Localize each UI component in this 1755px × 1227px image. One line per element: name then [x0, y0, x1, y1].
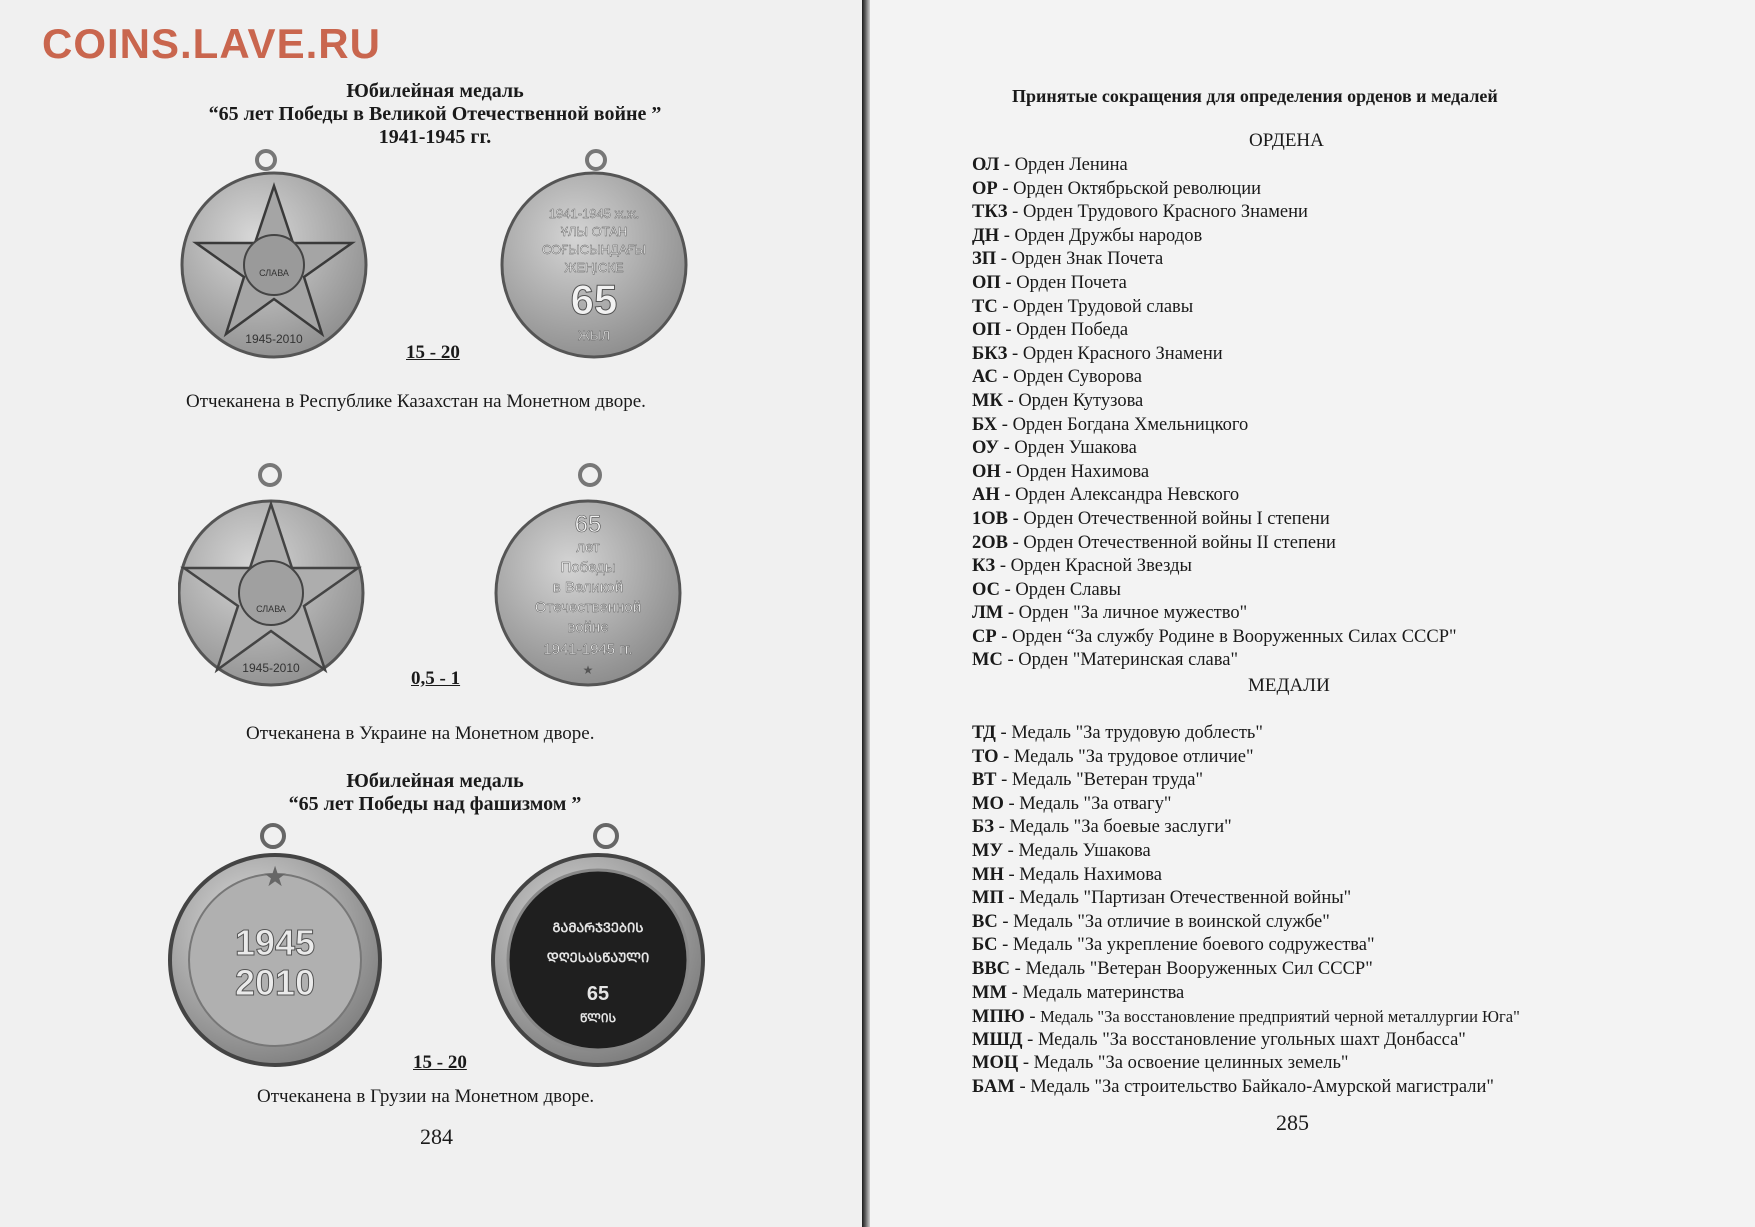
order-description: Орден Трудовой славы: [1013, 296, 1194, 317]
medal-abbreviation: МШД: [972, 1029, 1023, 1050]
order-item: [972, 296, 1457, 320]
medal-description: Медаль "Ветеран Вооруженных Сил СССР": [1025, 958, 1373, 979]
svg-text:ᲬᲚᲘᲡ: ᲬᲚᲘᲡ: [579, 1011, 617, 1025]
medal-abbreviation: ВС: [972, 911, 998, 932]
medal-abbreviation: МН: [972, 864, 1004, 885]
left-page-number: 284: [420, 1124, 453, 1149]
order-item: [972, 319, 1457, 343]
medal3-title: Юбилейная медаль “65 лет Победы над фашизмом ”: [288, 770, 582, 815]
order-separator: -: [999, 579, 1016, 600]
order-abbreviation: ОР: [972, 178, 998, 199]
orders-heading: ОРДЕНА: [1249, 130, 1324, 151]
svg-text:1941-1945 гг.: 1941-1945 гг.: [543, 641, 633, 658]
medal-description: Медаль "За восстановление предприятий черной металлургии Юга": [1040, 1007, 1520, 1027]
medal-separator: -: [1003, 793, 1020, 814]
order-item: [972, 602, 1457, 626]
order-separator: -: [996, 249, 1012, 270]
order-abbreviation: МК: [972, 390, 1003, 411]
medal-description: Медаль материнства: [1022, 982, 1185, 1003]
order-description: Орден Александра Невского: [1015, 485, 1240, 506]
medal-separator: -: [1006, 982, 1023, 1003]
medal-separator: -: [998, 746, 1014, 767]
order-abbreviation: ТКЗ: [972, 202, 1008, 223]
medal-description: Медаль Нахимова: [1019, 864, 1162, 885]
order-item: [972, 414, 1457, 438]
order-abbreviation: ОС: [972, 579, 1000, 600]
medal-abbreviation: ВВС: [972, 958, 1011, 979]
medal-abbreviation: ТД: [972, 723, 996, 743]
medal-separator: -: [1014, 1076, 1031, 1097]
order-description: Орден "Материнская слава": [1018, 650, 1239, 671]
medal-item: [972, 793, 1520, 817]
medal-item: [972, 816, 1520, 840]
medal-item: [972, 840, 1520, 864]
svg-text:СОҒЫСЫНДАҒЫ: СОҒЫСЫНДАҒЫ: [541, 242, 647, 257]
medal-abbreviation: МП: [972, 888, 1004, 909]
medal-item: [972, 982, 1520, 1006]
orders-list: [972, 154, 1457, 673]
order-separator: -: [1003, 603, 1019, 624]
medal-separator: -: [1003, 864, 1020, 885]
order-item: [972, 343, 1457, 367]
medal-abbreviation: МО: [972, 793, 1004, 814]
medal-separator: -: [997, 911, 1014, 932]
order-item: [972, 461, 1457, 485]
medal-description: Медаль "Партизан Отечественной войны": [1019, 888, 1352, 909]
medal1-obverse-image: [180, 148, 368, 363]
order-item: [972, 555, 1457, 579]
medal-item: [972, 864, 1520, 888]
medal2-obverse-years: 1945-2010: [242, 661, 300, 675]
order-separator: -: [997, 296, 1014, 317]
order-separator: -: [996, 626, 1013, 647]
medal2-obverse-label: СЛАВА: [256, 604, 286, 614]
order-item: [972, 178, 1457, 202]
medal-item: [972, 934, 1520, 958]
order-item: [972, 626, 1457, 650]
order-abbreviation: 2ОВ: [972, 532, 1008, 553]
order-separator: -: [1002, 650, 1019, 671]
order-separator: -: [1000, 320, 1017, 341]
order-abbreviation: АН: [972, 485, 1000, 506]
watermark: COINS.LAVE.RU: [42, 20, 381, 67]
medal1-title: Юбилейная медаль “65 лет Победы в Великой Отечественной войне ” 1941-1945 гг.: [208, 80, 662, 148]
order-abbreviation: КЗ: [972, 556, 996, 577]
medal3-obverse-image: [165, 820, 387, 1068]
order-description: Орден Отечественной войны I степени: [1023, 508, 1330, 529]
medal-description: Медаль "За строительство Байкало-Амурской магистрали": [1030, 1076, 1494, 1097]
svg-text:ᲒᲐᲛᲐᲠᲯᲕᲔᲑᲘᲡ: ᲒᲐᲛᲐᲠᲯᲕᲔᲑᲘᲡ: [552, 920, 644, 935]
order-description: Орден Дружбы народов: [1014, 225, 1203, 246]
medal-separator: -: [1022, 1029, 1038, 1050]
order-item: [972, 154, 1457, 178]
medal-description: Медаль "За восстановление угольных шахт Донбасса": [1037, 1029, 1466, 1050]
order-item: [972, 366, 1457, 390]
order-separator: -: [1002, 390, 1019, 411]
book-spine: [862, 0, 870, 1227]
order-description: Орден Ушакова: [1014, 438, 1137, 459]
order-separator: -: [997, 367, 1014, 388]
medal2-reverse-star-icon: ★: [582, 663, 594, 677]
medal-separator: -: [995, 723, 1012, 743]
medal-abbreviation: ВТ: [972, 770, 997, 791]
order-abbreviation: ОП: [972, 272, 1001, 293]
medals-heading: МЕДАЛИ: [1248, 675, 1330, 696]
order-description: Орден Суворова: [1013, 367, 1142, 388]
medal-abbreviation: БЗ: [972, 817, 994, 838]
order-separator: -: [1007, 508, 1024, 529]
order-abbreviation: ЛМ: [972, 603, 1004, 624]
medal-abbreviation: ТО: [972, 746, 999, 767]
medal-abbreviation: БАМ: [972, 1076, 1015, 1097]
order-abbreviation: БХ: [972, 414, 998, 435]
order-separator: -: [1007, 202, 1023, 223]
medal1-obverse-label: СЛАВА: [259, 268, 289, 278]
order-abbreviation: ДН: [972, 225, 1000, 246]
medal-abbreviation: МУ: [972, 840, 1004, 861]
order-separator: -: [997, 178, 1014, 199]
order-item: [972, 225, 1457, 249]
svg-text:1945: 1945: [234, 922, 316, 963]
svg-text:ЖЕҢІСКЕ: ЖЕҢІСКЕ: [564, 260, 624, 275]
order-description: Орден Трудового Красного Знамени: [1022, 202, 1308, 223]
medal2-caption: Отчеканена в Украине на Монетном дворе.: [246, 723, 595, 744]
medal-item: [972, 769, 1520, 793]
medal-item: [972, 1076, 1520, 1100]
order-item: [972, 484, 1457, 508]
medal-item: [972, 958, 1520, 982]
medal-item: [972, 1005, 1520, 1029]
order-abbreviation: АС: [972, 367, 998, 388]
order-description: Орден Отечественной войны II степени: [1023, 532, 1336, 553]
order-abbreviation: ОЛ: [972, 155, 1000, 175]
medal-description: Медаль Ушакова: [1018, 840, 1151, 861]
order-description: Орден Почета: [1016, 272, 1127, 293]
medal3-reverse-image: [488, 820, 710, 1068]
medal-description: Медаль "За трудовую доблесть": [1011, 723, 1263, 743]
svg-text:65: 65: [570, 276, 618, 323]
medal-abbreviation: ММ: [972, 982, 1007, 1003]
order-description: Орден Богдана Хмельницкого: [1012, 414, 1249, 435]
svg-text:ЖЫЛ: ЖЫЛ: [577, 328, 611, 343]
order-separator: -: [998, 438, 1015, 459]
medal2-obverse-image: [178, 462, 374, 690]
left-page: [0, 0, 862, 1227]
svg-text:лет: лет: [576, 539, 600, 556]
abbreviations-title: Принятые сокращения для определения орденов и медалей: [1012, 86, 1498, 106]
order-item: [972, 248, 1457, 272]
svg-text:ᲓᲦᲔᲡᲐᲡᲬᲐᲣᲚᲘ: ᲓᲦᲔᲡᲐᲡᲬᲐᲣᲚᲘ: [546, 950, 650, 965]
medal3-price: 15 - 20: [413, 1052, 467, 1073]
medal2-price: 0,5 - 1: [411, 668, 461, 689]
order-separator: -: [999, 225, 1015, 246]
right-page-number: 285: [1276, 1110, 1309, 1135]
order-description: Орден Нахимова: [1016, 461, 1150, 482]
order-description: Орден Победа: [1016, 320, 1129, 341]
medal-separator: -: [997, 935, 1013, 956]
order-description: Орден Ленина: [1014, 155, 1128, 175]
order-item: [972, 272, 1457, 296]
order-separator: -: [997, 414, 1013, 435]
order-item: [972, 579, 1457, 603]
medal-abbreviation: МОЦ: [972, 1053, 1019, 1074]
order-separator: -: [1000, 272, 1017, 293]
svg-text:65: 65: [574, 511, 602, 538]
medal-item: [972, 746, 1520, 770]
order-abbreviation: ОП: [972, 320, 1001, 341]
order-description: Орден Кутузова: [1018, 390, 1144, 411]
svg-text:2010: 2010: [234, 962, 316, 1003]
order-item: [972, 437, 1457, 461]
order-abbreviation: БКЗ: [972, 343, 1008, 364]
medal-description: Медаль "Ветеран труда": [1011, 770, 1204, 791]
medals-list: [972, 722, 1520, 1100]
order-separator: -: [1000, 461, 1017, 482]
medal1-price: 15 - 20: [406, 342, 460, 363]
order-description: Орден Славы: [1015, 579, 1121, 600]
medal-item: [972, 911, 1520, 935]
medal-description: Медаль "За освоение целинных земель": [1033, 1053, 1349, 1074]
medal-separator: -: [1010, 958, 1026, 979]
order-description: Орден Красной Звезды: [1010, 556, 1192, 577]
order-description: Орден "За личное мужество": [1018, 603, 1248, 624]
medal-separator: -: [996, 770, 1012, 791]
order-separator: -: [995, 556, 1011, 577]
medal-separator: -: [994, 817, 1010, 838]
order-description: Орден “За службу Родине в Вооруженных Силах СССР": [1012, 626, 1457, 647]
order-abbreviation: ОН: [972, 461, 1001, 482]
medal1-caption: Отчеканена в Республике Казахстан на Монетном дворе.: [186, 391, 646, 412]
order-description: Орден Знак Почета: [1011, 249, 1164, 270]
order-item: [972, 649, 1457, 673]
medal-item: [972, 722, 1520, 746]
svg-text:65: 65: [586, 983, 610, 1005]
medal-separator: -: [1018, 1053, 1034, 1074]
order-item: [972, 508, 1457, 532]
medal1-obverse-years: 1945-2010: [245, 332, 303, 346]
order-abbreviation: СР: [972, 626, 997, 647]
medal3-star-icon: ★: [262, 861, 288, 892]
medal-item: [972, 887, 1520, 911]
medal-separator: -: [1003, 888, 1020, 909]
svg-text:Отечественной: Отечественной: [534, 599, 642, 616]
medal-description: Медаль "За отличие в воинской службе": [1013, 911, 1330, 932]
medal3-caption: Отчеканена в Грузии на Монетном дворе.: [257, 1086, 595, 1107]
order-abbreviation: ОУ: [972, 438, 999, 459]
medal-abbreviation: БС: [972, 935, 998, 956]
order-separator: -: [1007, 343, 1023, 364]
medal-abbreviation: МПЮ: [972, 1007, 1025, 1028]
medal-item: [972, 1052, 1520, 1076]
svg-text:войне: войне: [567, 619, 609, 636]
medal2-reverse-image: [490, 462, 686, 690]
medal-separator: -: [1003, 840, 1019, 861]
order-abbreviation: ТС: [972, 296, 998, 317]
order-abbreviation: МС: [972, 650, 1003, 671]
order-description: Орден Красного Знамени: [1022, 343, 1223, 364]
medal-description: Медаль "За отвагу": [1019, 793, 1172, 814]
order-separator: -: [999, 485, 1016, 506]
medal-item: [972, 1029, 1520, 1053]
medal-description: Медаль "За боевые заслуги": [1009, 817, 1232, 838]
svg-text:Победы: Победы: [560, 559, 616, 576]
order-item: [972, 201, 1457, 225]
medal1-reverse-image: [500, 148, 688, 363]
order-separator: -: [1007, 532, 1024, 553]
order-abbreviation: 1ОВ: [972, 508, 1008, 529]
medal-description: Медаль "За укрепление боевого содружества": [1012, 935, 1375, 956]
svg-text:в Великой: в Великой: [552, 579, 624, 596]
svg-text:ҰЛЫ ОТАН: ҰЛЫ ОТАН: [560, 224, 628, 239]
order-separator: -: [999, 155, 1015, 175]
medal-separator: -: [1024, 1007, 1041, 1028]
svg-text:1941-1945 ж.ж.: 1941-1945 ж.ж.: [548, 206, 640, 221]
order-description: Орден Октябрьской революции: [1013, 178, 1262, 199]
order-abbreviation: ЗП: [972, 249, 997, 270]
order-item: [972, 390, 1457, 414]
order-item: [972, 532, 1457, 556]
medal-description: Медаль "За трудовое отличие": [1013, 746, 1254, 767]
